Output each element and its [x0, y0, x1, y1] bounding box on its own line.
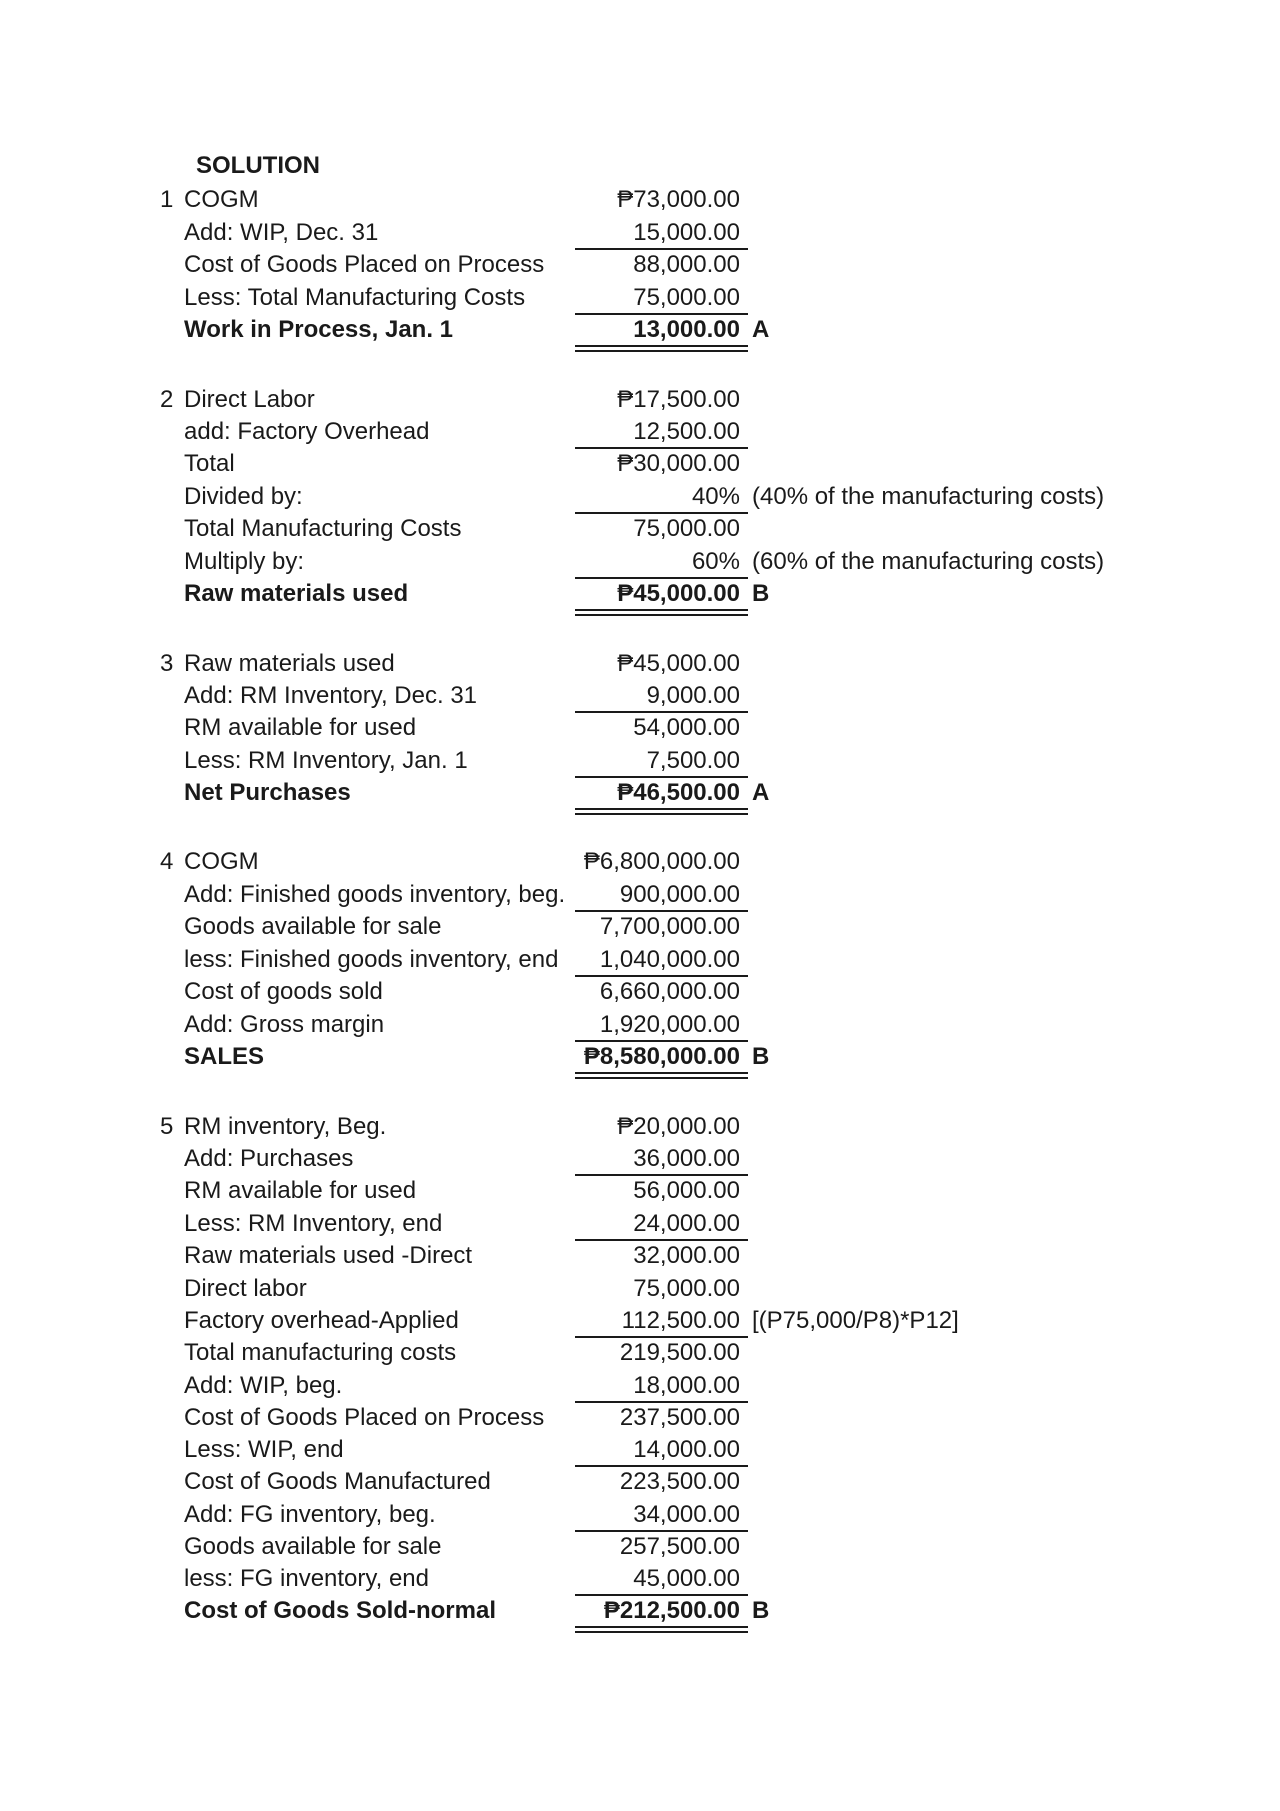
row-label: Total Manufacturing Costs — [184, 515, 462, 542]
row-label: Raw materials used -Direct — [184, 1242, 473, 1269]
row-label: Less: Total Manufacturing Costs — [184, 284, 526, 311]
section-1-row — [0, 184, 1280, 216]
section-2-row — [0, 448, 1280, 480]
row-amount: ₱212,500.00 — [603, 1597, 740, 1624]
section-3-row — [0, 712, 1280, 744]
row-label: Raw materials used — [184, 580, 409, 607]
section-number: 5 — [160, 1113, 174, 1140]
section-4-row — [0, 911, 1280, 943]
section-4-row — [0, 1009, 1280, 1041]
row-amount: ₱45,000.00 — [617, 650, 740, 677]
row-amount: 45,000.00 — [633, 1565, 740, 1592]
section-2-row — [0, 416, 1280, 448]
section-5-row — [0, 1466, 1280, 1498]
row-label: add: Factory Overhead — [184, 418, 430, 445]
row-amount: 219,500.00 — [619, 1339, 740, 1366]
row-amount: 36,000.00 — [633, 1145, 740, 1172]
row-amount: 112,500.00 — [621, 1307, 740, 1334]
section-5-row — [0, 1273, 1280, 1305]
row-amount: 900,000.00 — [619, 881, 740, 908]
section-5-total-row — [0, 1595, 1280, 1627]
row-label: Add: FG inventory, beg. — [184, 1501, 436, 1528]
section-4-total-row — [0, 1041, 1280, 1073]
row-label: RM available for used — [184, 1177, 417, 1204]
row-amount: 54,000.00 — [633, 714, 740, 741]
section-1-row — [0, 249, 1280, 281]
answer-mark: B — [752, 1597, 770, 1624]
row-label: Total — [184, 450, 235, 477]
row-label: Direct labor — [184, 1275, 307, 1302]
row-label: COGM — [184, 848, 259, 875]
row-amount: 56,000.00 — [633, 1177, 740, 1204]
section-2-row — [0, 546, 1280, 578]
section-2-row — [0, 513, 1280, 545]
row-note: (60% of the manufacturing costs) — [752, 548, 1105, 575]
section-5-row — [0, 1499, 1280, 1531]
answer-mark: A — [752, 779, 770, 806]
row-label: RM available for used — [184, 714, 417, 741]
row-label: Less: RM Inventory, Jan. 1 — [184, 747, 468, 774]
row-label: Factory overhead-Applied — [184, 1307, 459, 1334]
section-5-row — [0, 1175, 1280, 1207]
row-note: (40% of the manufacturing costs) — [752, 483, 1105, 510]
section-4-row — [0, 944, 1280, 976]
row-label: less: Finished goods inventory, end — [184, 946, 559, 973]
section-3-row — [0, 680, 1280, 712]
row-amount: 75,000.00 — [633, 515, 740, 542]
row-label: Add: Purchases — [184, 1145, 354, 1172]
row-amount: 75,000.00 — [633, 284, 740, 311]
row-amount: 88,000.00 — [633, 251, 740, 278]
row-label: Cost of Goods Placed on Process — [184, 251, 545, 278]
row-label: COGM — [184, 186, 259, 213]
row-label: Cost of Goods Sold-normal — [184, 1597, 496, 1624]
section-1-row — [0, 217, 1280, 249]
row-label: Multiply by: — [184, 548, 305, 575]
row-label: Goods available for sale — [184, 913, 442, 940]
row-amount: 24,000.00 — [633, 1210, 740, 1237]
row-amount: ₱8,580,000.00 — [583, 1043, 740, 1070]
row-amount: 1,040,000.00 — [599, 946, 740, 973]
row-label: Add: Gross margin — [184, 1011, 385, 1038]
section-5-row — [0, 1434, 1280, 1466]
row-amount: 13,000.00 — [633, 316, 740, 343]
section-5-row — [0, 1305, 1280, 1337]
row-label: Net Purchases — [184, 779, 351, 806]
row-label: RM inventory, Beg. — [184, 1113, 387, 1140]
row-amount: 32,000.00 — [633, 1242, 740, 1269]
row-amount: 34,000.00 — [633, 1501, 740, 1528]
row-label: Goods available for sale — [184, 1533, 442, 1560]
row-amount: 237,500.00 — [619, 1404, 740, 1431]
row-label: Cost of Goods Placed on Process — [184, 1404, 545, 1431]
row-amount: ₱30,000.00 — [617, 450, 740, 477]
row-percent: 40% — [691, 483, 740, 510]
row-label: Less: WIP, end — [184, 1436, 344, 1463]
section-5-row — [0, 1563, 1280, 1595]
section-3-total-row — [0, 777, 1280, 809]
row-amount: ₱73,000.00 — [617, 186, 740, 213]
row-label: Cost of goods sold — [184, 978, 383, 1005]
section-3-row — [0, 745, 1280, 777]
section-4-row — [0, 879, 1280, 911]
row-label: SALES — [184, 1043, 265, 1070]
section-5-row — [0, 1337, 1280, 1369]
total-double-rule — [575, 1072, 748, 1079]
section-1-row — [0, 282, 1280, 314]
section-5-row — [0, 1531, 1280, 1563]
total-double-rule — [575, 808, 748, 815]
row-label: Cost of Goods Manufactured — [184, 1468, 491, 1495]
section-2-row — [0, 384, 1280, 416]
answer-mark: A — [752, 316, 770, 343]
section-number: 2 — [160, 386, 174, 413]
row-label: Less: RM Inventory, end — [184, 1210, 443, 1237]
total-double-rule — [575, 345, 748, 352]
section-4-row — [0, 846, 1280, 878]
row-amount: 6,660,000.00 — [599, 978, 740, 1005]
section-5-row — [0, 1370, 1280, 1402]
row-note: [(P75,000/P8)*P12] — [752, 1307, 959, 1334]
row-label: less: FG inventory, end — [184, 1565, 429, 1592]
section-number: 4 — [160, 848, 174, 875]
row-amount: 223,500.00 — [619, 1468, 740, 1495]
section-2-row — [0, 481, 1280, 513]
row-label: Direct Labor — [184, 386, 315, 413]
row-amount: 257,500.00 — [619, 1533, 740, 1560]
sheet-title: SOLUTION — [196, 152, 320, 179]
section-2-total-row — [0, 578, 1280, 610]
section-5-row — [0, 1208, 1280, 1240]
row-label: Add: RM Inventory, Dec. 31 — [184, 682, 478, 709]
row-amount: 9,000.00 — [646, 682, 740, 709]
section-3-row — [0, 648, 1280, 680]
row-amount: 15,000.00 — [633, 219, 740, 246]
total-double-rule — [575, 1626, 748, 1633]
answer-mark: B — [752, 580, 770, 607]
total-double-rule — [575, 609, 748, 616]
row-label: Divided by: — [184, 483, 303, 510]
row-amount: 18,000.00 — [633, 1372, 740, 1399]
answer-mark: B — [752, 1043, 770, 1070]
row-label: Raw materials used — [184, 650, 395, 677]
section-5-row — [0, 1240, 1280, 1272]
row-amount: ₱45,000.00 — [617, 580, 740, 607]
row-amount: ₱46,500.00 — [617, 779, 740, 806]
section-number: 1 — [160, 186, 174, 213]
row-amount: ₱6,800,000.00 — [583, 848, 740, 875]
section-5-row — [0, 1143, 1280, 1175]
row-label: Total manufacturing costs — [184, 1339, 457, 1366]
row-label: Work in Process, Jan. 1 — [184, 316, 454, 343]
row-amount: 75,000.00 — [633, 1275, 740, 1302]
row-percent: 60% — [691, 548, 740, 575]
section-5-row — [0, 1111, 1280, 1143]
row-amount: 12,500.00 — [633, 418, 740, 445]
section-5-row — [0, 1402, 1280, 1434]
section-1-total-row — [0, 314, 1280, 346]
row-label: Add: WIP, beg. — [184, 1372, 343, 1399]
row-amount: ₱17,500.00 — [617, 386, 740, 413]
row-amount: 1,920,000.00 — [599, 1011, 740, 1038]
row-amount: 7,500.00 — [646, 747, 740, 774]
row-label: Add: Finished goods inventory, beg. — [184, 881, 566, 908]
row-amount: 7,700,000.00 — [599, 913, 740, 940]
row-amount: 14,000.00 — [633, 1436, 740, 1463]
section-4-row — [0, 976, 1280, 1008]
row-amount: ₱20,000.00 — [617, 1113, 740, 1140]
row-label: Add: WIP, Dec. 31 — [184, 219, 379, 246]
section-number: 3 — [160, 650, 174, 677]
